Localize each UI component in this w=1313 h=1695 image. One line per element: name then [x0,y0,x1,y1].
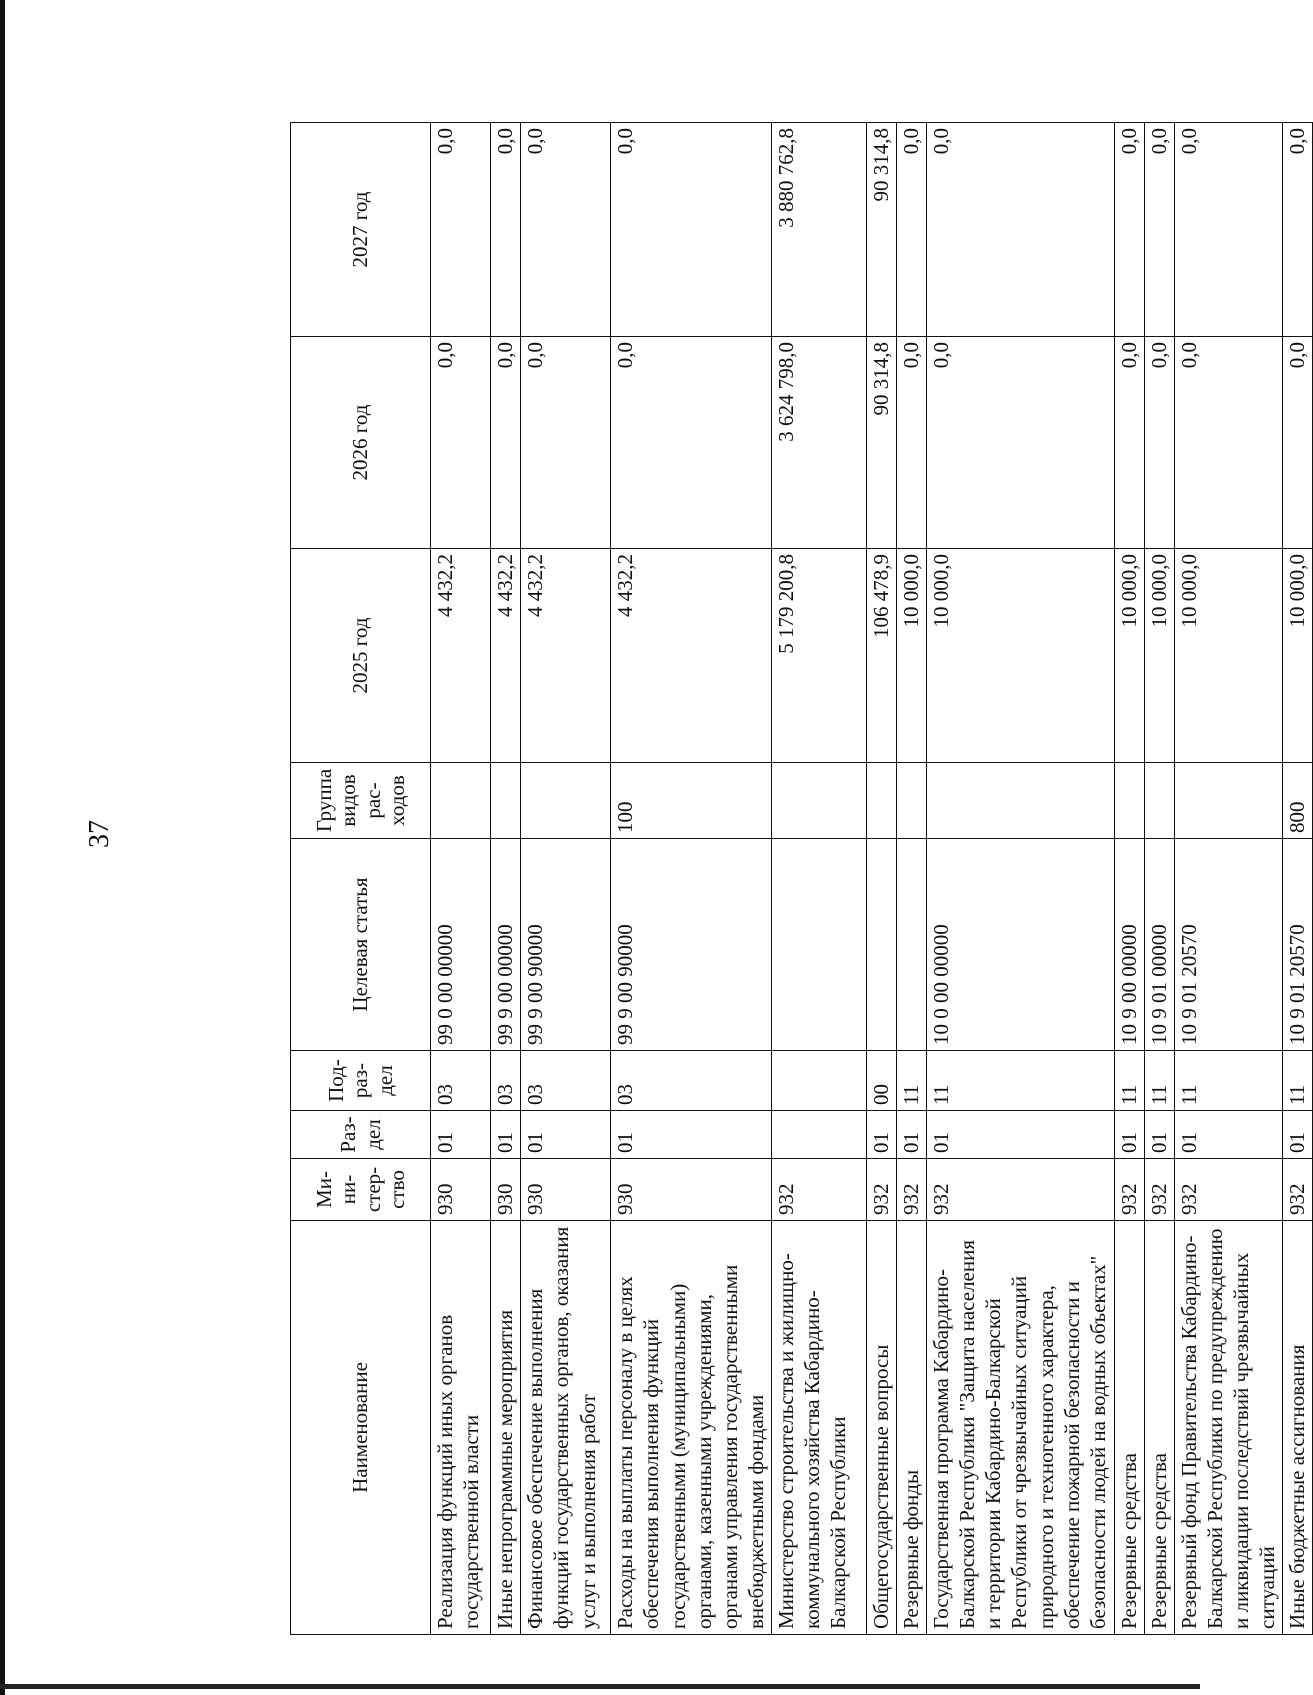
header-section: Раз- дел [291,1111,431,1159]
cell-target-article: 99 9 00 90000 [611,839,772,1051]
table-row [521,123,611,1635]
cell-name: Резервный фонд Правительства Кабардино-Балкарской Республики по предупреждению и ликвидации последствий чрезвычайных ситуаций [1174,1221,1282,1635]
table-row [1114,123,1144,1635]
cell-name: Резервные средства [1144,1221,1174,1635]
cell-section: 01 [926,1111,1114,1159]
cell-year-2027: 0,0 [1144,123,1174,337]
cell-target-article: 10 9 01 00000 [1144,839,1174,1051]
cell-section: 01 [521,1111,611,1159]
cell-subsection: 03 [431,1051,491,1111]
table-row [896,123,926,1635]
table-body [431,123,1313,1635]
cell-section: 01 [431,1111,491,1159]
cell-name: Государственная программа Кабардино-Балкарской Республики "Защита населения и территории Кабардино-Балкарской Республики от чрезвычайных ситуаций природного и техногенного характера, обеспечение пожарной безопасности и безопасности людей на водных объектах" [926,1221,1114,1635]
cell-name: Резервные средства [1114,1221,1144,1635]
cell-subsection: 03 [491,1051,521,1111]
cell-year-2027: 0,0 [1282,123,1312,337]
cell-year-2027: 0,0 [521,123,611,337]
cell-year-2026: 0,0 [1114,337,1144,549]
cell-year-2027: 0,0 [1174,123,1282,337]
header-subsection: Под- раз- дел [291,1051,431,1111]
cell-expense-group [926,763,1114,839]
cell-year-2026: 0,0 [1282,337,1312,549]
cell-expense-group [866,763,896,839]
cell-year-2025: 10 000,0 [1282,549,1312,763]
cell-section: 01 [1282,1111,1312,1159]
table-row [926,123,1114,1635]
cell-year-2027: 0,0 [491,123,521,337]
cell-year-2025: 10 000,0 [1174,549,1282,763]
cell-year-2026: 90 314,8 [866,337,896,549]
cell-year-2025: 10 000,0 [926,549,1114,763]
table-row [491,123,521,1635]
cell-section: 01 [1174,1111,1282,1159]
cell-ministry: 932 [771,1159,866,1221]
header-year-2027: 2027 год [291,123,431,337]
cell-year-2025: 106 478,9 [866,549,896,763]
header-target-article: Целевая статья [291,839,431,1051]
cell-section: 01 [1114,1111,1144,1159]
table-row [431,123,491,1635]
cell-subsection: 11 [1144,1051,1174,1111]
page-bottom-border-line [0,1684,1200,1689]
cell-target-article [771,839,866,1051]
cell-year-2025: 10 000,0 [896,549,926,763]
cell-expense-group [1174,763,1282,839]
cell-section: 01 [611,1111,772,1159]
page-number: 37 [84,820,115,848]
cell-subsection: 11 [926,1051,1114,1111]
cell-year-2025: 4 432,2 [521,549,611,763]
cell-ministry: 930 [611,1159,772,1221]
header-year-2025: 2025 год [291,549,431,763]
cell-target-article [866,839,896,1051]
header-year-2026: 2026 год [291,337,431,549]
cell-expense-group [896,763,926,839]
header-expense-group: Группа видов рас- ходов [291,763,431,839]
cell-ministry: 930 [521,1159,611,1221]
budget-table-container [290,123,1309,1635]
cell-name: Резервные фонды [896,1221,926,1635]
cell-expense-group [1114,763,1144,839]
cell-subsection: 03 [611,1051,772,1111]
cell-ministry: 930 [431,1159,491,1221]
cell-ministry: 932 [1144,1159,1174,1221]
cell-ministry: 932 [1174,1159,1282,1221]
cell-ministry: 932 [866,1159,896,1221]
table-row [611,123,772,1635]
cell-year-2026: 0,0 [491,337,521,549]
cell-name: Общегосударственные вопросы [866,1221,896,1635]
cell-target-article [896,839,926,1051]
cell-ministry: 932 [1282,1159,1312,1221]
table-row [1282,123,1312,1635]
cell-target-article: 10 9 01 20570 [1282,839,1312,1051]
page-left-border-line [0,0,5,1695]
cell-year-2025: 5 179 200,8 [771,549,866,763]
cell-name: Реализация функций иных органов государственной власти [431,1221,491,1635]
header-ministry: Ми- ни- стер- ство [291,1159,431,1221]
cell-target-article: 10 9 00 00000 [1114,839,1144,1051]
cell-expense-group: 100 [611,763,772,839]
cell-year-2027: 0,0 [896,123,926,337]
cell-subsection: 11 [1174,1051,1282,1111]
cell-subsection [771,1051,866,1111]
cell-section: 01 [1144,1111,1174,1159]
cell-year-2026: 3 624 798,0 [771,337,866,549]
cell-year-2026: 0,0 [521,337,611,549]
cell-target-article: 99 0 00 00000 [431,839,491,1051]
cell-year-2025: 10 000,0 [1114,549,1144,763]
cell-section: 01 [491,1111,521,1159]
cell-subsection: 11 [896,1051,926,1111]
cell-name: Министерство строительства и жилищно-коммунального хозяйства Кабардино-Балкарской Республики [771,1221,866,1635]
cell-year-2025: 4 432,2 [431,549,491,763]
cell-name: Финансовое обеспечение выполнения функций государственных органов, оказания услуг и выполнения работ [521,1221,611,1635]
cell-subsection: 11 [1282,1051,1312,1111]
header-name: Наименование [291,1221,431,1635]
table-row [866,123,896,1635]
cell-ministry: 932 [1114,1159,1144,1221]
cell-year-2026: 0,0 [926,337,1114,549]
cell-expense-group [491,763,521,839]
cell-name: Расходы на выплаты персоналу в целях обеспечения выполнения функций государственными (муниципальными) органами, казенными учреждениями, органами управления государственными внебюджетными фондами [611,1221,772,1635]
cell-name: Иные непрограммные мероприятия [491,1221,521,1635]
table-row [771,123,866,1635]
cell-expense-group: 800 [1282,763,1312,839]
cell-year-2026: 0,0 [431,337,491,549]
cell-year-2027: 0,0 [611,123,772,337]
cell-ministry: 932 [896,1159,926,1221]
cell-expense-group [1144,763,1174,839]
cell-year-2025: 4 432,2 [491,549,521,763]
cell-expense-group [521,763,611,839]
cell-year-2025: 4 432,2 [611,549,772,763]
cell-year-2026: 0,0 [896,337,926,549]
cell-section: 01 [896,1111,926,1159]
cell-year-2026: 0,0 [611,337,772,549]
table-header-row [291,123,431,1635]
cell-ministry: 930 [491,1159,521,1221]
cell-year-2025: 10 000,0 [1144,549,1174,763]
cell-year-2027: 0,0 [1114,123,1144,337]
cell-subsection: 03 [521,1051,611,1111]
cell-expense-group [771,763,866,839]
cell-year-2027: 3 880 762,8 [771,123,866,337]
budget-table [290,122,1313,1635]
cell-year-2027: 0,0 [926,123,1114,337]
cell-ministry: 932 [926,1159,1114,1221]
cell-target-article: 10 0 00 00000 [926,839,1114,1051]
cell-target-article: 10 9 01 20570 [1174,839,1282,1051]
table-row [1144,123,1174,1635]
cell-target-article: 99 9 00 90000 [521,839,611,1051]
cell-subsection: 00 [866,1051,896,1111]
cell-target-article: 99 9 00 00000 [491,839,521,1051]
cell-year-2026: 0,0 [1144,337,1174,549]
cell-expense-group [431,763,491,839]
cell-year-2026: 0,0 [1174,337,1282,549]
table-row [1174,123,1282,1635]
cell-name: Иные бюджетные ассигнования [1282,1221,1312,1635]
cell-subsection: 11 [1114,1051,1144,1111]
cell-year-2027: 90 314,8 [866,123,896,337]
cell-section: 01 [866,1111,896,1159]
cell-year-2027: 0,0 [431,123,491,337]
cell-section [771,1111,866,1159]
